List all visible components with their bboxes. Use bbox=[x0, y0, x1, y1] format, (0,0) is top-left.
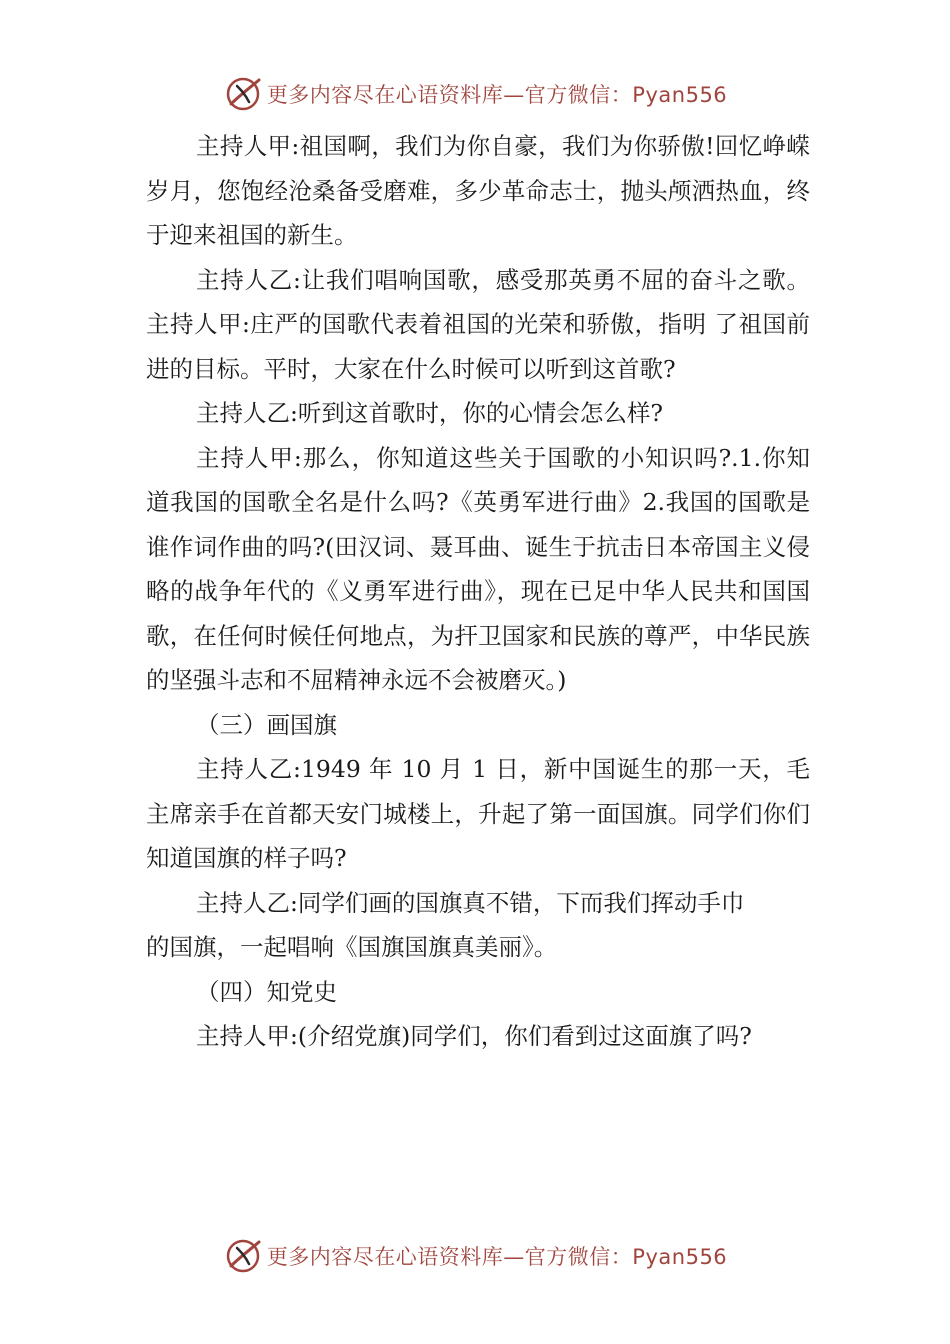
watermark-text: 更多内容尽在心语资料库—官方微信：Pyan556 bbox=[266, 1245, 728, 1269]
header-watermark bbox=[0, 72, 950, 116]
paragraph-anthem-trivia: 主持人甲:那么，你知道这些关于国歌的小知识吗?.1.你知道我国的国歌全名是什么吗?《英勇军进行曲》2.我国的国歌是谁作词作曲的吗?(田汉词、聂耳曲、诞生于抗击日本帝国主义侵略的战争年代的《义勇军进行曲》，现在已足中华人民共和国国歌，在任何时候任何地点，为扞卫国家和民族的尊严，中华民族的坚强斗志和不屈精神永远不会被磨灭。) bbox=[146, 443, 810, 694]
section-heading-draw-flag: （三）画国旗 bbox=[196, 710, 337, 739]
paragraph-party-flag: 主持人甲:(介绍党旗)同学们，你们看到过这面旗了吗? bbox=[196, 1022, 752, 1050]
paragraph-flag-praise: 主持人乙:同学们画的国旗真不错，下而我们挥动手巾 bbox=[196, 888, 745, 917]
watermark-text: 更多内容尽在心语资料库—官方微信：Pyan556 bbox=[266, 83, 728, 107]
section-heading-party-history: （四）知党史 bbox=[196, 977, 337, 1006]
logo-icon bbox=[223, 74, 263, 114]
logo-icon bbox=[223, 1236, 263, 1276]
footer-watermark bbox=[0, 1234, 950, 1278]
paragraph-national-day: 主持人乙:1949 年 10 月 1 日，新中国诞生的那一天，毛主席亲手在首都天安门城楼上，升起了第一面国旗。同学们你们知道国旗的样子吗? bbox=[146, 755, 810, 872]
paragraph-host-a-intro: 主持人甲:祖国啊，我们为你自豪，我们为你骄傲!回忆峥嵘岁月，您饱经沧桑备受磨难，多少革命志士，抛头颅洒热血，终于迎来祖国的新生。 bbox=[146, 132, 810, 249]
paragraph-anthem: 主持人乙:让我们唱响国歌，感受那英勇不屈的奋斗之歌。主持人甲:庄严的国歌代表着祖国的光荣和骄傲，指明 了祖国前进的目标。平时，大家在什么时候可以听到这首歌? bbox=[146, 265, 810, 383]
paragraph-flag-song: 的国旗，一起唱响《国旗国旗真美丽》。 bbox=[146, 933, 558, 961]
document-body bbox=[146, 124, 810, 1059]
paragraph-feeling: 主持人乙:听到这首歌时，你的心情会怎么样? bbox=[196, 399, 664, 427]
